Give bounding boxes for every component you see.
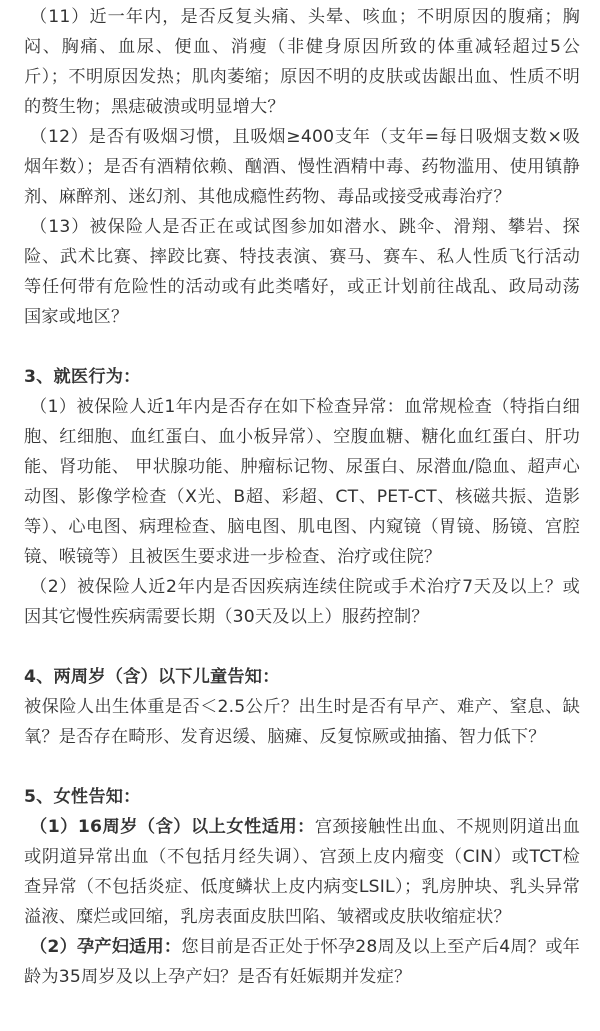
- section-4-heading: 4、两周岁（含）以下儿童告知：: [24, 667, 280, 687]
- section-3-question-1: （1）被保险人近1年内是否存在如下检查异常：血常规检查（特指白细胞、红细胞、血红蛋白、血小板异常）、空腹血糖、糖化血红蛋白、肝功能、肾功能、 甲状腺功能、肿瘤标记物、尿蛋白、尿潜血/隐血、超声心动图、影像学检查（X光、B超、彩超、CT、PET-CT、核磁共振、造影等）、心电图、病理检查、脑电图、肌电图、内窥镜（胃镜、肠镜、宫腔镜、喉镜等）且被医生要求进一步检查、治疗或住院？: [24, 397, 580, 567]
- section-4-body: 被保险人出生体重是否＜2.5公斤？出生时是否有早产、难产、窒息、缺氧？是否存在畸形、发育迟缓、脑瘫、反复惊厥或抽搐、智力低下？: [24, 697, 580, 747]
- question-12: （12）是否有吸烟习惯，且吸烟≥400支年（支年=每日吸烟支数×吸烟年数）；是否有酒精依赖、酗酒、慢性酒精中毒、药物滥用、使用镇静剂、麻醉剂、迷幻剂、其他成瘾性药物、毒品或接受戒毒治疗？: [24, 127, 580, 207]
- section-3-question-2: （2）被保险人近2年内是否因疾病连续住院或手术治疗7天及以上？或因其它慢性疾病需要长期（30天及以上）服药控制？: [24, 577, 580, 627]
- section-5-heading: 5、女性告知：: [24, 787, 141, 807]
- spacer: [24, 632, 580, 662]
- section-5-item-1: [24, 812, 580, 932]
- spacer: [24, 752, 580, 782]
- section-5-item-2: [24, 932, 580, 992]
- section-5-item-1-label: （1）16周岁（含）以上女性适用：: [30, 817, 315, 837]
- section-5-item-1-body: 宫颈接触性出血、不规则阴道出血或阴道异常出血（不包括月经失调）、宫颈上皮内瘤变（CIN）或TCT检查异常（不包括炎症、低度鳞状上皮内病变LSIL）；乳房肿块、乳头异常溢液、糜烂或回缩，乳房表面皮肤凹陷、皱褶或皮肤收缩症状？: [24, 817, 580, 927]
- question-13: （13）被保险人是否正在或试图参加如潜水、跳伞、滑翔、攀岩、探险、武术比赛、摔跤比赛、特技表演、赛马、赛车、私人性质飞行活动等任何带有危险性的活动或有此类嗜好，或正计划前往战乱、政局动荡国家或地区？: [24, 217, 580, 327]
- section-5-item-2-label: （2）孕产妇适用：: [30, 937, 182, 957]
- section-5-item-2-body: 您目前是否正处于怀孕28周及以上至产后4周？或年龄为35周岁及以上孕产妇？是否有妊娠期并发症？: [24, 937, 580, 987]
- question-11: （11）近一年内，是否反复头痛、头晕、咳血；不明原因的腹痛；胸闷、胸痛、血尿、便血、消瘦（非健身原因所致的体重减轻超过5公斤）；不明原因发热；肌肉萎缩；原因不明的皮肤或齿龈出血、性质不明的赘生物；黑痣破溃或明显增大？: [24, 7, 580, 117]
- spacer: [24, 332, 580, 362]
- section-3-heading: 3、就医行为：: [24, 367, 141, 387]
